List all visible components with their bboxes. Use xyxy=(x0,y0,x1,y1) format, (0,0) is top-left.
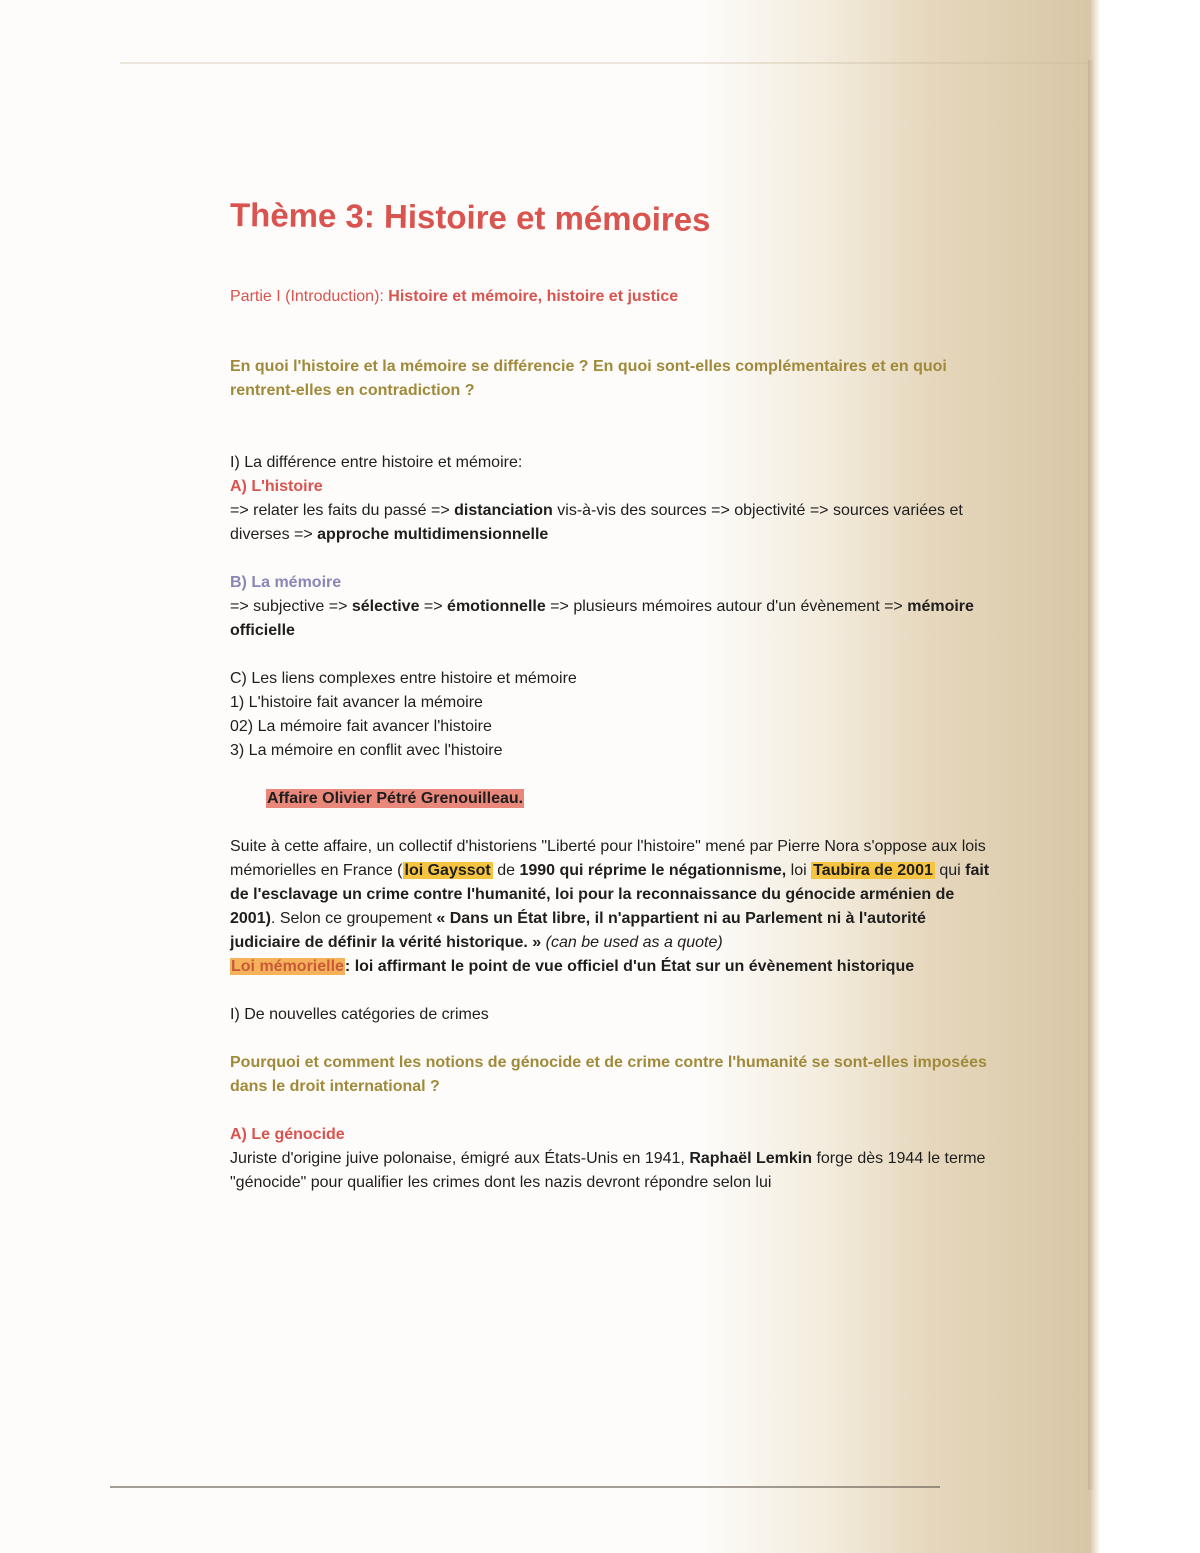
list-item: 1) L'histoire fait avancer la mémoire xyxy=(230,694,483,711)
subsection-b-text: => subjective => sélective => émotionnelle => plusieurs mémoires autour d'un évènement => mémoire officielle xyxy=(230,598,974,639)
document-content xyxy=(230,195,1000,1195)
subsection-c-title: C) Les liens complexes entre histoire et mémoire xyxy=(230,670,577,687)
part-heading-rest: Histoire et mémoire, histoire et justice xyxy=(383,288,679,305)
list-item: 3) La mémoire en conflit avec l'histoire xyxy=(230,742,503,759)
sheet-top-edge xyxy=(120,62,1090,64)
list-item: 02) La mémoire fait avancer l'histoire xyxy=(230,718,492,735)
problem-question-2: Pourquoi et comment les notions de génocide et de crime contre l'humanité se sont-elles imposées dans le droit international ? xyxy=(230,1054,987,1095)
problem-question-1: En quoi l'histoire et la mémoire se différencie ? En quoi sont-elles complémentaires et en quoi rentrent-elles en contradiction ? xyxy=(230,358,947,399)
affaire-line xyxy=(230,787,1000,811)
highlight-loi-gayssot: loi Gayssot xyxy=(404,862,491,879)
section2-heading: I) De nouvelles catégories de crimes xyxy=(230,1006,489,1023)
lois-memorielles-paragraph: Suite à cette affaire, un collectif d'historiens "Liberté pour l'histoire" mené par Pierre Nora s'oppose aux lois mémorielles en France ( loi Gayssot de 1990 qui réprime le négationnisme, loi Taubira de 2001 qui fait de l'esclavage un crime contre l'humanité, loi pour la reconnaissance du génocide arménien de 2001). Selon ce groupement « Dans un État libre, il n'appartient ni au Parlement ni à l'autorité judiciaire de définir la vérité historique. » (can be used as a quote) xyxy=(230,838,990,951)
definition-loi-memorielle: Loi mémorielle: loi affirmant le point de vue officiel d'un État sur un évènement historique xyxy=(231,958,915,975)
sheet-right-edge xyxy=(1088,60,1094,1490)
part-heading xyxy=(230,285,1000,309)
sheet-bottom-edge xyxy=(110,1486,940,1488)
highlight-loi-memorielle: Loi mémorielle xyxy=(231,958,344,975)
subsection-b-title: B) La mémoire xyxy=(230,574,342,591)
subsection-genocide-title: A) Le génocide xyxy=(230,1126,345,1143)
subsection-a-title: A) L'histoire xyxy=(230,478,323,495)
part-heading-lead: Partie I (Introduction): xyxy=(230,288,384,305)
affaire-highlight: Affaire Olivier Pétré Grenouilleau. xyxy=(267,790,524,807)
highlight-taubira: Taubira de 2001 xyxy=(813,862,933,879)
page-title: Thème 3: Histoire et mémoires xyxy=(229,196,711,239)
subsection-a-text: => relater les faits du passé => distanciation vis-à-vis des sources => objectivité => sources variées et diverses => approche multidimensionnelle xyxy=(230,502,963,543)
section1-heading: I) La différence entre histoire et mémoire: xyxy=(230,454,523,471)
subsection-genocide-text: Juriste d'origine juive polonaise, émigré aux États-Unis en 1941, Raphaël Lemkin forge dès 1944 le terme "génocide" pour qualifier les crimes dont les nazis devront répondre selon lui xyxy=(230,1150,986,1191)
